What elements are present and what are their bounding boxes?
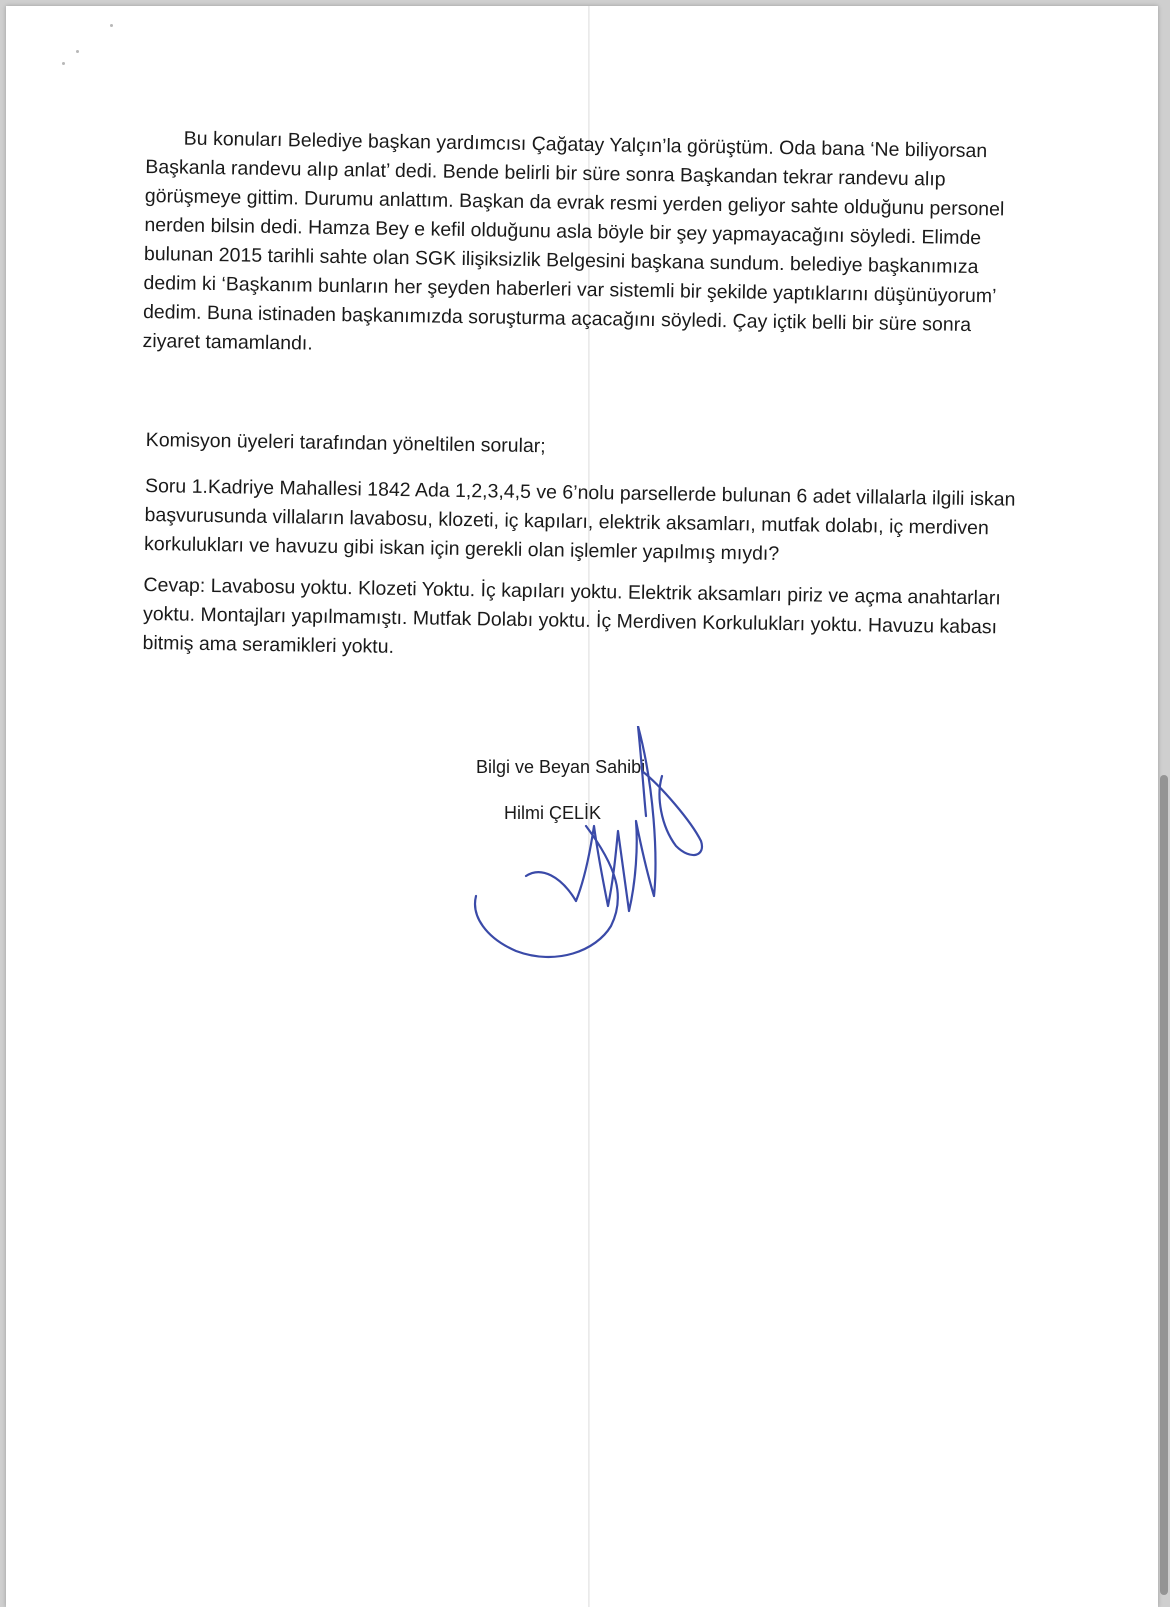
answer-1: Cevap: Lavabosu yoktu. Klozeti Yoktu. İç kapıları yoktu. Elektrik aksamları piriz ve açma anahtarları yoktu. Montajları yapılmamıştı. Mutfak Dolabı yoktu. İç Merdiven Korkulukları yoktu. Havuzu kabası bitmiş ama seramikleri yoktu. (142, 573, 1001, 658)
document-page (6, 6, 1158, 1607)
signatory-role: Bilgi ve Beyan Sahibi (476, 757, 646, 777)
questions-heading: Komisyon üyeleri tarafından yöneltilen sorular; (145, 428, 546, 458)
body-text (142, 124, 1026, 370)
scan-speck (76, 50, 79, 53)
question-1: Soru 1.Kadriye Mahallesi 1842 Ada 1,2,3,4,5 ve 6’nolu parsellerde bulunan 6 adet villalarla ilgili iskan başvurusunda villaların lavabosu, klozeti, iç kapıları, elektrik aksamları, mutfak dolabı, iç merdiven korkulukları ve havuzu gibi iskan için gerekli olan işlemler yapılmış mıydı? (143, 474, 1016, 565)
handwritten-signature (466, 726, 726, 976)
scan-speck (62, 62, 65, 65)
signature-stroke (475, 726, 702, 957)
scan-speck (110, 24, 113, 27)
signatory-name: Hilmi ÇELİK (504, 803, 602, 823)
vertical-scrollbar[interactable] (1160, 775, 1168, 1595)
paragraph-statement: Bu konuları Belediye başkan yardımcısı Çağatay Yalçın’la görüştüm. Oda bana ‘Ne biliyorsan Başkanla randevu alıp anlat’ dedi. Bende belirli bir süre sonra Başkandan tekrar randevu alıp görüşmeye gittim. Durumu anlattım. Başkan da evrak resmi yerden geliyor sahte olduğunu personel nerden bilsin dedi. Hamza Bey e kefil olduğunu asla böyle bir şey yapmayacağını söyledi. Elimde bulunan 2015 tarihli sahte olan SGK ilişiksizlik Belgesini başkana sundum. belediye başkanımıza dedim ki ‘Başkanım bunların her şeyden haberleri var sistemli bir şekilde yaptıklarını düşünüyorum’ dedim. Buna istinaden başkanımızda soruşturma açacağını söyledi. Çay içtik belli bir süre sonra ziyaret tamamlandı. (142, 127, 1005, 355)
questions-section (142, 426, 1026, 672)
